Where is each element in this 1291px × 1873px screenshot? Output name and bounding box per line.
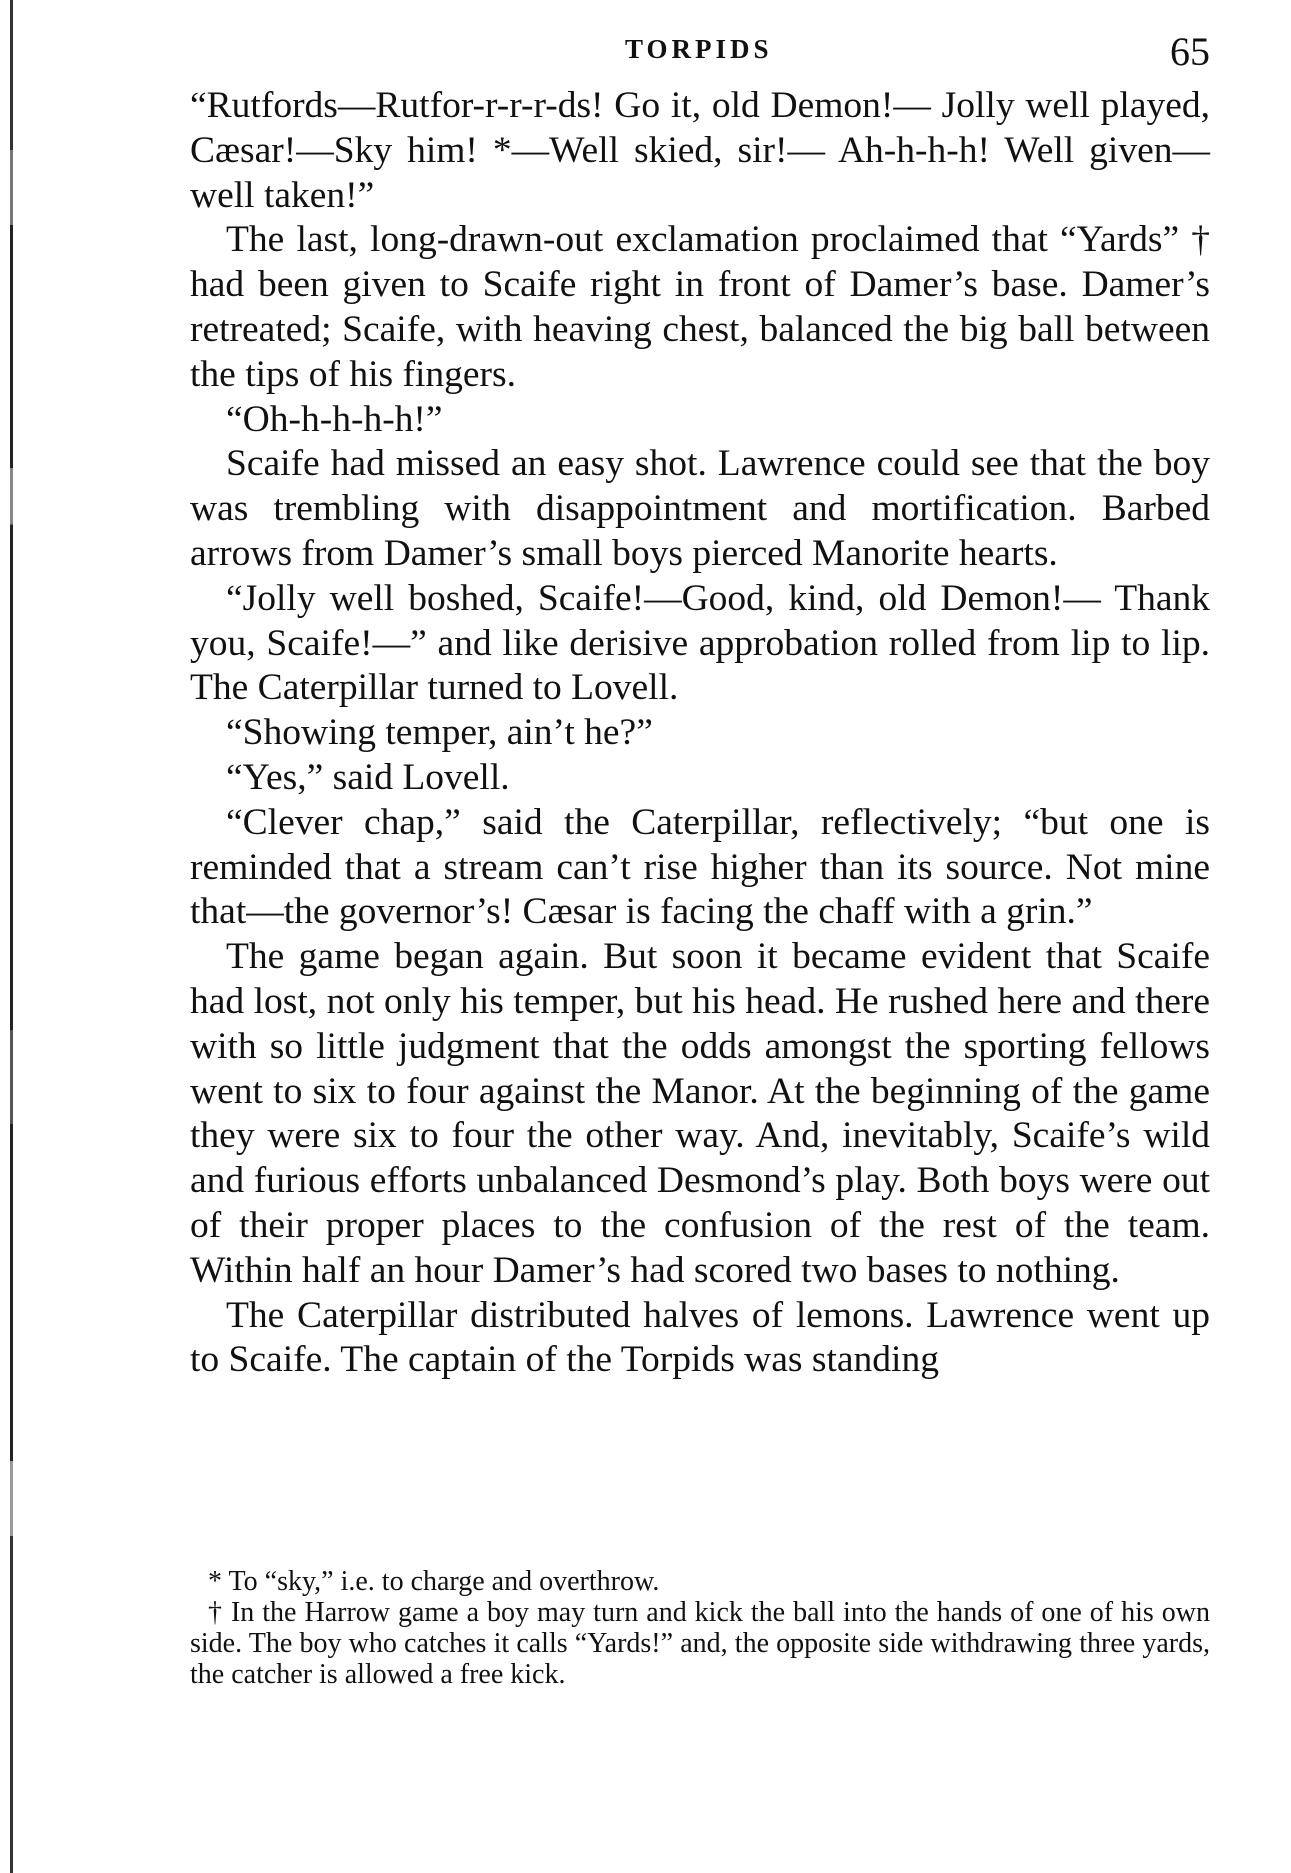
page-number: 65 <box>1170 29 1210 74</box>
paragraph: The Caterpillar distributed halves of lemons. Lawrence went up to Scaife. The captain of the Torpids was standing <box>190 1294 1210 1381</box>
paragraph: Scaife had missed an easy shot. Lawrence could see that the boy was trembling with disappointment and mortification. Barbed arrows from Damer’s small boys pierced Manorite hearts. <box>190 443 1210 574</box>
page-gutter-edge <box>10 0 13 1873</box>
paragraph: “Clever chap,” said the Caterpillar, reflectively; “but one is reminded that a stream can’t rise higher than its source. Not mine that—the governor’s! Cæsar is facing the chaff with a grin.” <box>190 801 1210 933</box>
paragraph: “Rutfords—Rutfor-r-r-r-ds! Go it, old Demon!— Jolly well played, Cæsar!—Sky him! *—Well skied, sir!— Ah-h-h-h! Well given—well taken!” <box>190 85 1210 216</box>
paragraph: “Yes,” said Lovell. <box>226 756 510 798</box>
body-text <box>190 84 1210 1383</box>
page-header <box>190 28 1210 78</box>
paragraph: “Showing temper, ain’t he?” <box>226 712 653 754</box>
paragraph: The last, long-drawn-out exclamation proclaimed that “Yards” † had been given to Scaife right in front of Damer’s base. Damer’s retreated; Scaife, with heaving chest, balanced the big ball between the tips of his fingers. <box>190 219 1210 395</box>
footnote-yards: † In the Harrow game a boy may turn and kick the ball into the hands of one of his own side. The boy who catches it calls “Yards!” and, the opposite side withdrawing three yards, the catcher is allowed a free kick. <box>190 1597 1210 1690</box>
paragraph: “Oh-h-h-h-h!” <box>226 398 443 440</box>
footnote-sky: * To “sky,” i.e. to charge and overthrow. <box>208 1566 660 1597</box>
footnotes <box>190 1566 1210 1690</box>
running-head: TORPIDS <box>625 34 773 64</box>
paragraph: The game began again. But soon it became evident that Scaife had lost, not only his temper, but his head. He rushed here and there with so little judgment that the odds amongst the sporting fellows went to six to four against the Manor. At the beginning of the game they were six to four the other way. And, inevitably, Scaife’s wild and furious efforts unbalanced Desmond’s play. Both boys were out of their proper places to the confusion of the rest of the team. Within half an hour Damer’s had scored two bases to nothing. <box>190 936 1210 1291</box>
paragraph: “Jolly well boshed, Scaife!—Good, kind, old Demon!— Thank you, Scaife!—” and like derisive approbation rolled from lip to lip. The Caterpillar turned to Lovell. <box>190 577 1210 709</box>
